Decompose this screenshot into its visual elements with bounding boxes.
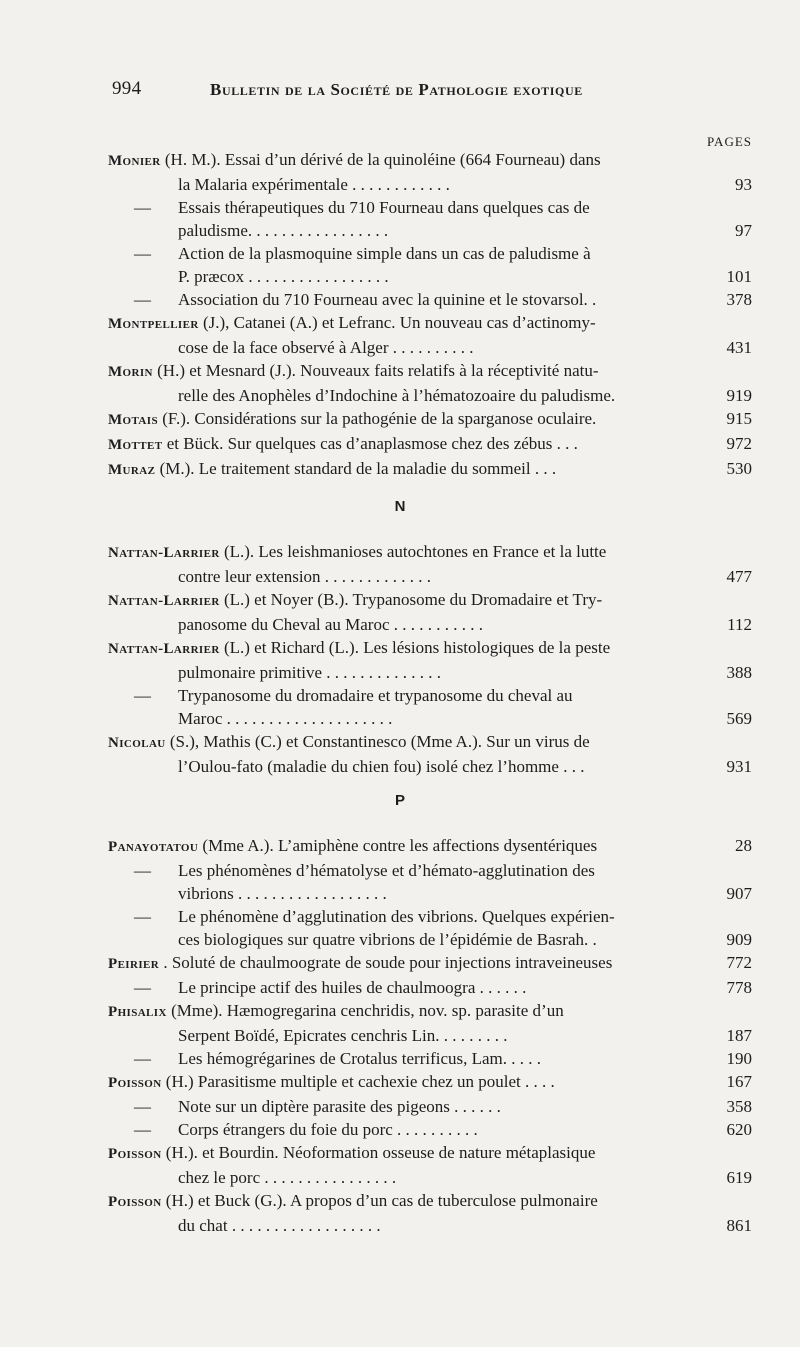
entry-text: l’Oulou-fato (maladie du chien fou) isolé chez l’homme . . . [178, 757, 585, 776]
ditto-dash: — [134, 978, 151, 997]
entry-line [108, 905, 752, 928]
index-entry [108, 242, 752, 288]
entry-text: P. præcox . . . . . . . . . . . . . . . . . [178, 267, 389, 286]
page-reference: 388 [726, 663, 752, 682]
ditto-dash: — [134, 861, 151, 880]
page-reference: 619 [726, 1168, 752, 1187]
index-entry [108, 1047, 752, 1070]
entry-text: Les phénomènes d’hématolyse et d’hémato-agglutination des [178, 861, 595, 880]
page-reference: 431 [726, 338, 752, 357]
index-entry [108, 540, 752, 588]
page-reference: 569 [726, 709, 752, 728]
index-entry [108, 730, 752, 778]
entry-text: ces biologiques sur quatre vibrions de l’épidémie de Basrah. . [178, 930, 597, 949]
page-reference: 972 [726, 434, 752, 453]
entry-line [108, 1141, 752, 1166]
index-entry [108, 457, 752, 482]
entry-line [108, 1024, 752, 1047]
author-name: Morin [108, 364, 153, 380]
entry-text: (J.), Catanei (A.) et Lefranc. Un nouveau cas d’actinomy- [202, 313, 596, 332]
index-entry [108, 976, 752, 999]
ditto-dash: — [134, 290, 151, 309]
entry-text: Maroc . . . . . . . . . . . . . . . . . . . . [178, 709, 393, 728]
index-entry [108, 588, 752, 636]
entry-line [108, 359, 752, 384]
index-entry [108, 359, 752, 407]
author-name: Mottet [108, 437, 163, 453]
entry-line [108, 288, 752, 311]
index-entry [108, 905, 752, 951]
entry-line [108, 336, 752, 359]
journal-title: Bulletin de la Société de Pathologie exotique [210, 80, 583, 99]
index-entry [108, 311, 752, 359]
entry-text: et Bück. Sur quelques cas d’anaplasmose chez des zébus . . . [166, 434, 578, 453]
entry-text: (S.), Mathis (C.) et Constantinesco (Mme A.). Sur un virus de [169, 732, 590, 751]
entry-line [108, 951, 752, 976]
entry-line [108, 707, 752, 730]
entry-line [108, 684, 752, 707]
entry-line [108, 1070, 752, 1095]
index-entry [108, 859, 752, 905]
entry-text: la Malaria expérimentale . . . . . . . . . . . . [178, 175, 450, 194]
index-entry [108, 636, 752, 684]
entry-text: Les hémogrégarines de Crotalus terrificus, Lam. . . . . [178, 1049, 542, 1068]
page-number: 994 [112, 78, 142, 99]
page-reference: 112 [727, 615, 752, 634]
page-reference: 190 [726, 1049, 752, 1068]
entry-line [108, 755, 752, 778]
entry-text: cose de la face observé à Alger . . . . . . . . . . [178, 338, 474, 357]
ditto-dash: — [134, 907, 151, 926]
author-name: Montpellier [108, 316, 199, 332]
page-reference: 919 [726, 386, 752, 405]
page-reference: 915 [726, 409, 752, 428]
entry-line [108, 540, 752, 565]
entry-line [108, 588, 752, 613]
entry-line [108, 1189, 752, 1214]
author-name: Nicolau [108, 735, 166, 751]
entry-text: vibrions . . . . . . . . . . . . . . . . . . [178, 884, 387, 903]
entry-text: Essais thérapeutiques du 710 Fourneau dans quelques cas de [178, 198, 590, 217]
entry-line [108, 730, 752, 755]
entry-text: (L.) et Richard (L.). Les lésions histologiques de la peste [223, 638, 611, 657]
page-reference: 530 [726, 459, 752, 478]
author-name: Phisalix [108, 1004, 167, 1020]
entry-line [108, 457, 752, 482]
entry-line [108, 928, 752, 951]
entry-line [108, 148, 752, 173]
entry-line [108, 1095, 752, 1118]
index-entry [108, 1095, 752, 1118]
section-letter-n: N [394, 498, 406, 515]
entry-text: Trypanosome du dromadaire et trypanosome du cheval au [178, 686, 573, 705]
index-entry [108, 1189, 752, 1237]
entry-line [108, 196, 752, 219]
author-name: Muraz [108, 462, 156, 478]
page-reference: 101 [726, 267, 752, 286]
entry-line [108, 834, 752, 859]
section-letter-p: P [394, 792, 405, 809]
entry-line [108, 1118, 752, 1141]
page-reference: 97 [735, 221, 752, 240]
page-reference: 378 [726, 290, 752, 309]
entry-text: panosome du Cheval au Maroc . . . . . . . . . . . [178, 615, 483, 634]
index-entry [108, 684, 752, 730]
page-reference: 187 [726, 1026, 752, 1045]
author-name: Nattan-Larrier [108, 641, 220, 657]
author-name: Poisson [108, 1146, 162, 1162]
page-reference: 620 [726, 1120, 752, 1139]
entry-text: (H. M.). Essai d’un dérivé de la quinoléine (664 Fourneau) dans [164, 150, 601, 169]
index-entry [108, 1070, 752, 1095]
entry-line [108, 1214, 752, 1237]
index-entry [108, 999, 752, 1047]
page-reference: 167 [726, 1072, 752, 1091]
entry-text: du chat . . . . . . . . . . . . . . . . . . [178, 1216, 381, 1235]
author-name: Poisson [108, 1075, 162, 1091]
page-reference: 28 [735, 836, 752, 855]
entry-text: paludisme. . . . . . . . . . . . . . . . . [178, 221, 389, 240]
entry-line [108, 859, 752, 882]
pages-column-label: PAGES [707, 134, 752, 149]
index-entry [108, 432, 752, 457]
index-entry [108, 288, 752, 311]
entry-text: Corps étrangers du foie du porc . . . . . . . . . . [178, 1120, 478, 1139]
author-name: Poisson [108, 1194, 162, 1210]
section-m-entries [108, 148, 752, 482]
entry-text: (L.). Les leishmanioses autochtones en France et la lutte [223, 542, 607, 561]
entry-text: relle des Anophèles d’Indochine à l’hématozoaire du paludisme. [178, 386, 616, 405]
entry-text: Association du 710 Fourneau avec la quinine et le stovarsol. . [178, 290, 597, 309]
entry-text: (H.). et Bourdin. Néoformation osseuse de nature métaplasique [165, 1143, 596, 1162]
entry-line [108, 311, 752, 336]
entry-text: Note sur un diptère parasite des pigeons . . . . . . [178, 1097, 501, 1116]
index-entry [108, 196, 752, 242]
author-name: Motais [108, 412, 158, 428]
page-reference: 861 [726, 1216, 752, 1235]
entry-line [108, 613, 752, 636]
entry-line [108, 1166, 752, 1189]
entry-line [108, 636, 752, 661]
entry-text: Le phénomène d’agglutination des vibrions. Quelques expérien- [178, 907, 615, 926]
author-name: Nattan-Larrier [108, 593, 220, 609]
entry-line [108, 976, 752, 999]
entry-line [108, 407, 752, 432]
index-entry [108, 1141, 752, 1189]
ditto-dash: — [134, 1049, 151, 1068]
page-reference: 772 [726, 953, 752, 972]
page-reference: 909 [726, 930, 752, 949]
index-entry [108, 1118, 752, 1141]
page-reference: 931 [726, 757, 752, 776]
entry-text: Action de la plasmoquine simple dans un cas de paludisme à [178, 244, 591, 263]
entry-line [108, 1047, 752, 1070]
entry-line [108, 384, 752, 407]
page-reference: 477 [726, 567, 752, 586]
author-name: Nattan-Larrier [108, 545, 220, 561]
entry-line [108, 242, 752, 265]
entry-text: (Mme). Hæmogregarina cenchridis, nov. sp. parasite d’un [171, 1001, 564, 1020]
entry-line [108, 661, 752, 684]
entry-text: (Mme A.). L’amiphène contre les affections dysentériques [202, 836, 598, 855]
entry-text: (H.) et Mesnard (J.). Nouveaux faits relatifs à la réceptivité natu- [157, 361, 599, 380]
entry-text: (H.) Parasitisme multiple et cachexie chez un poulet . . . . [165, 1072, 555, 1091]
entry-text: pulmonaire primitive . . . . . . . . . . . . . . [178, 663, 441, 682]
index-entry [108, 148, 752, 196]
index-entry [108, 834, 752, 859]
entry-text: Le principe actif des huiles de chaulmoogra . . . . . . [178, 978, 527, 997]
entry-text: (M.). Le traitement standard de la maladie du sommeil . . . [159, 459, 557, 478]
entry-line [108, 882, 752, 905]
section-p-entries [108, 834, 752, 1237]
ditto-dash: — [134, 244, 151, 263]
entry-line [108, 999, 752, 1024]
author-name: Peirier [108, 956, 160, 972]
author-name: Panayotatou [108, 839, 199, 855]
section-n-entries [108, 540, 752, 778]
page-reference: 778 [726, 978, 752, 997]
entry-line [108, 432, 752, 457]
entry-text: chez le porc . . . . . . . . . . . . . . . . [178, 1168, 397, 1187]
entry-text: (L.) et Noyer (B.). Trypanosome du Dromadaire et Try- [223, 590, 603, 609]
entry-line [108, 565, 752, 588]
entry-text: . Soluté de chaulmoograte de soude pour injections intraveineuses [163, 953, 613, 972]
index-entry [108, 951, 752, 976]
ditto-dash: — [134, 1120, 151, 1139]
entry-text: Serpent Boïdé, Epicrates cenchris Lin. . . . . . . . . [178, 1026, 508, 1045]
ditto-dash: — [134, 1097, 151, 1116]
entry-text: (F.). Considérations sur la pathogénie de la sparganose oculaire. [162, 409, 597, 428]
entry-line [108, 265, 752, 288]
entry-line [108, 173, 752, 196]
entry-text: (H.) et Buck (G.). A propos d’un cas de tuberculose pulmonaire [165, 1191, 598, 1210]
index-entry [108, 407, 752, 432]
page-reference: 93 [735, 175, 752, 194]
entry-line [108, 219, 752, 242]
entry-text: contre leur extension . . . . . . . . . . . . . [178, 567, 432, 586]
page-reference: 358 [726, 1097, 752, 1116]
page-reference: 907 [726, 884, 752, 903]
ditto-dash: — [134, 198, 151, 217]
ditto-dash: — [134, 686, 151, 705]
author-name: Monier [108, 153, 161, 169]
